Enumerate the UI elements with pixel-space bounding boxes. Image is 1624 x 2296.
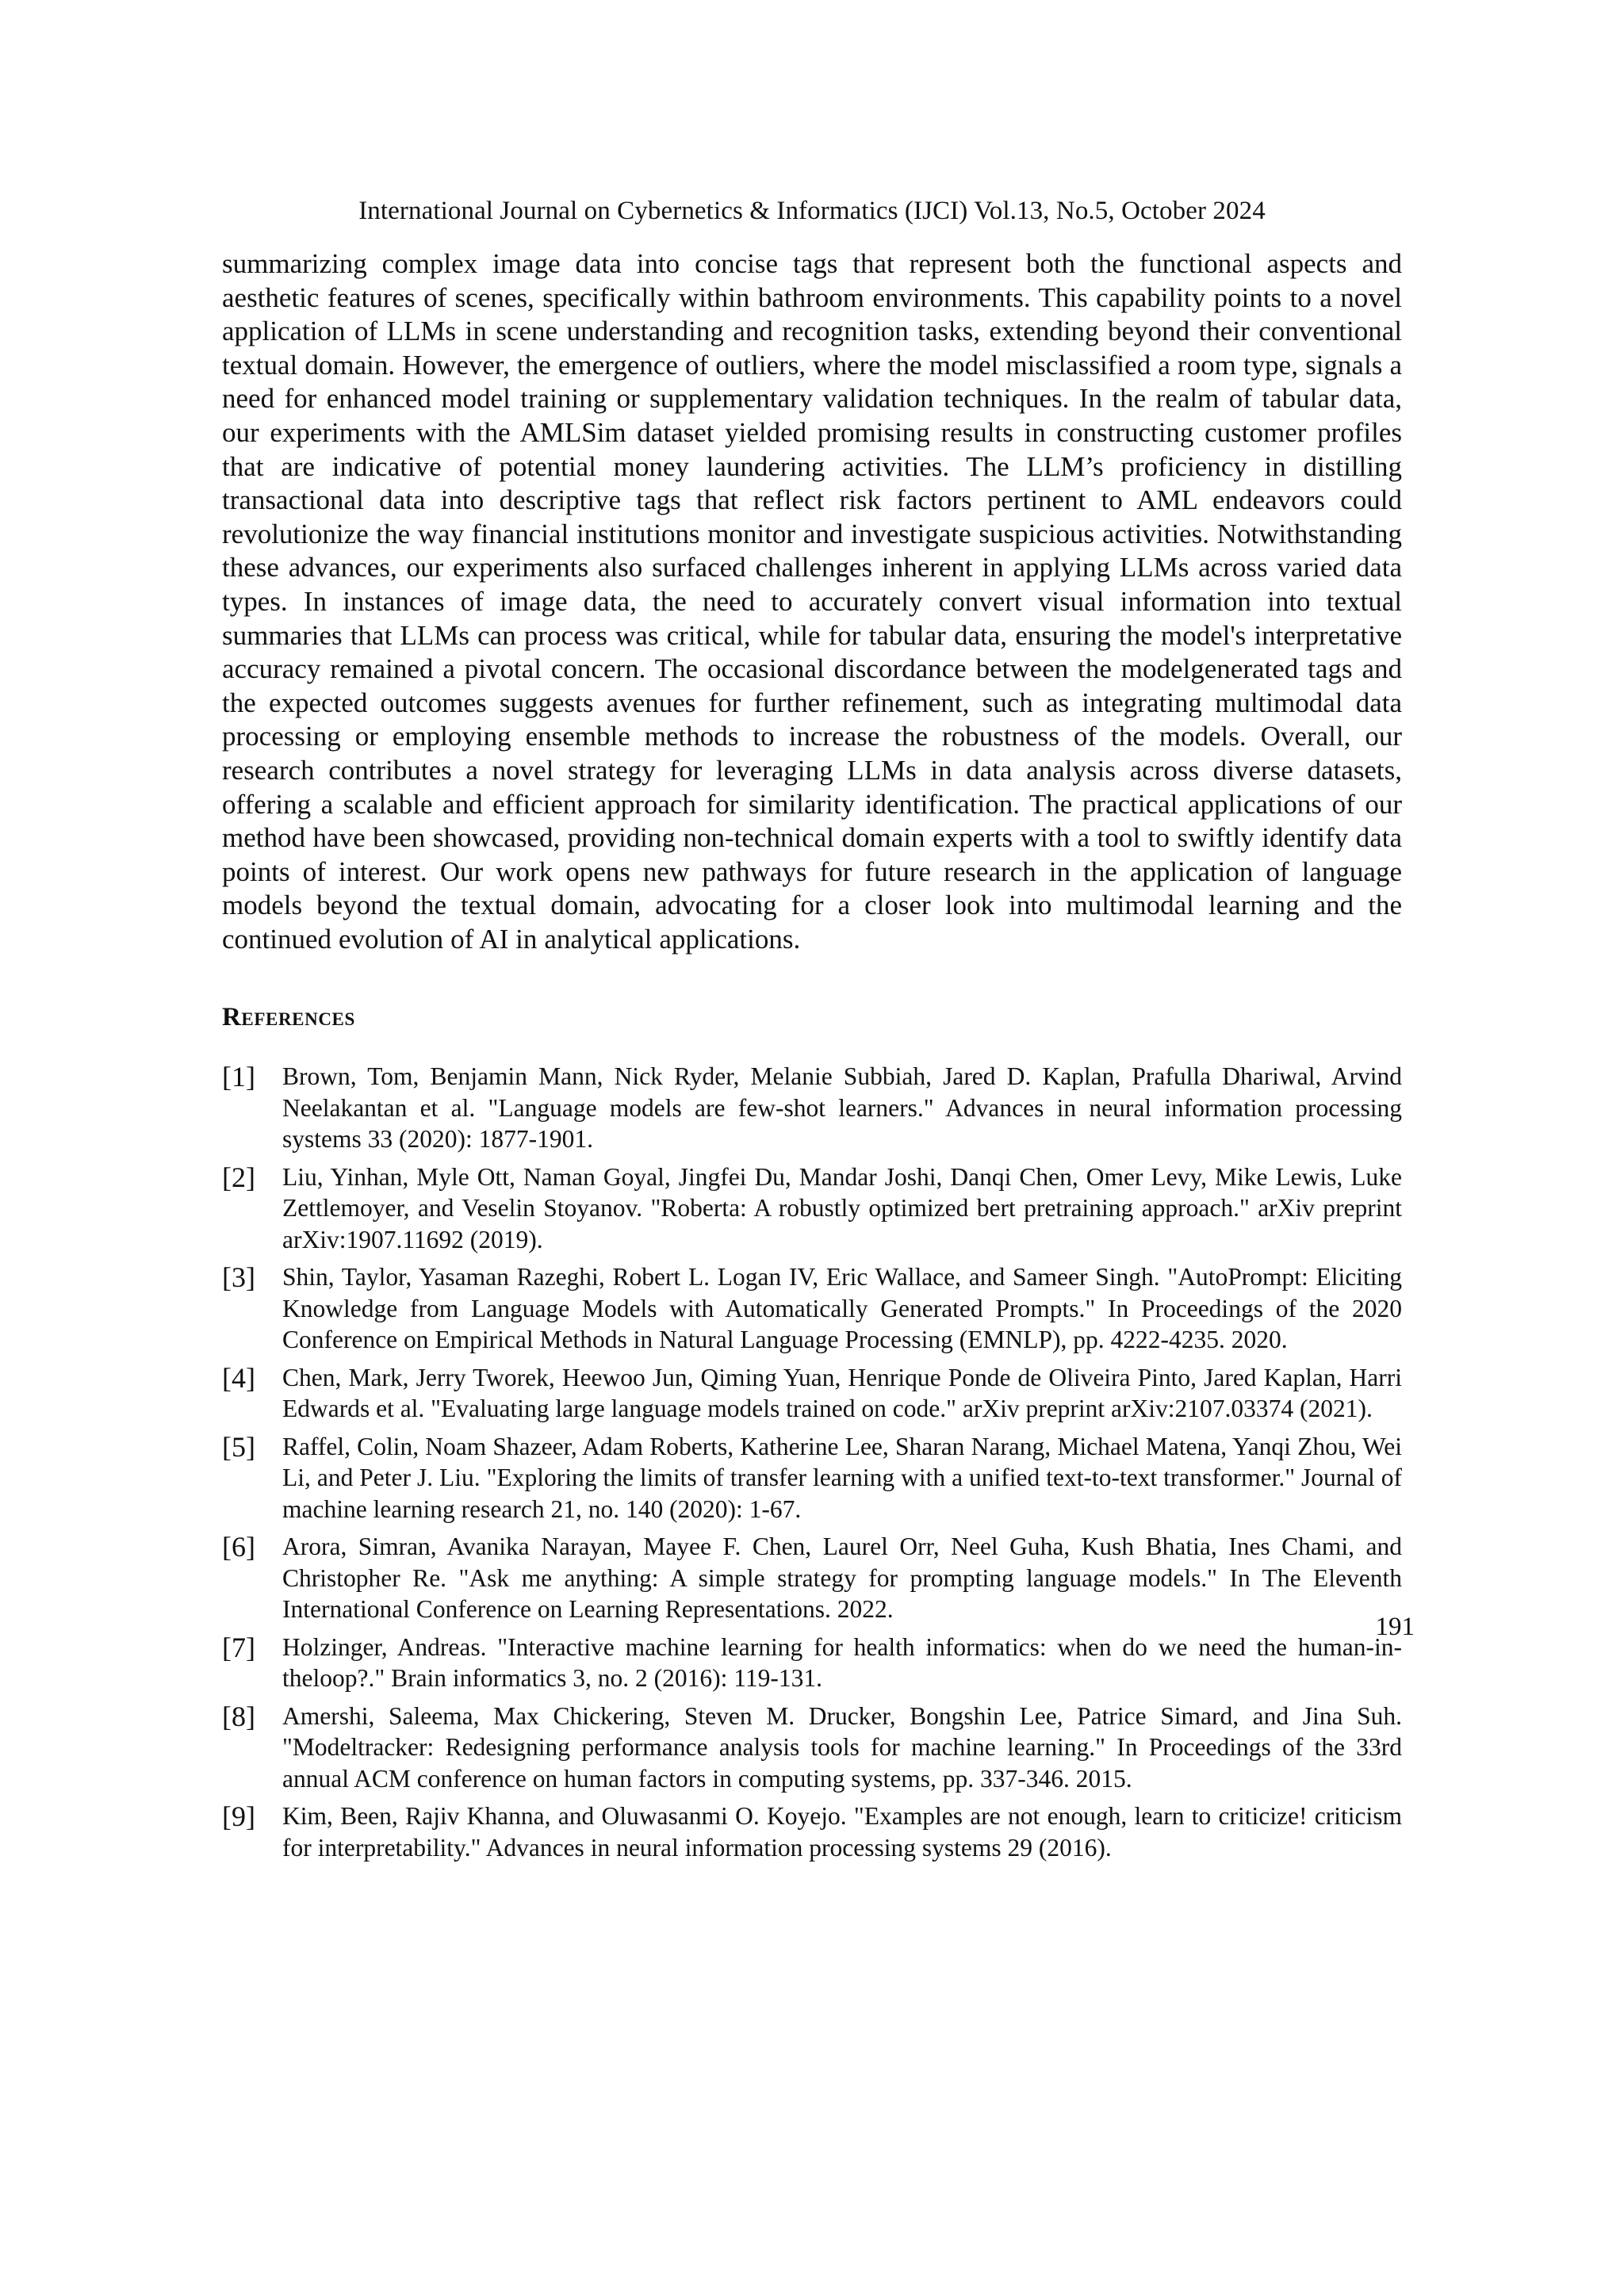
reference-item-1	[222, 1061, 1402, 1155]
references-heading: References	[222, 1003, 355, 1032]
reference-text: Shin, Taylor, Yasaman Razeghi, Robert L. Logan IV, Eric Wallace, and Sameer Singh. "AutoPrompt: Eliciting Knowledge from Language Models with Automatically Generated Prompts." In Proceedings of the 2020 Conference on Empirical Methods in Natural Language Processing (EMNLP), pp. 4222-4235. 2020.	[282, 1263, 1402, 1354]
reference-number: [9]	[222, 1800, 255, 1833]
page-number: 191	[1375, 1613, 1415, 1641]
reference-text: Chen, Mark, Jerry Tworek, Heewoo Jun, Qiming Yuan, Henrique Ponde de Oliveira Pinto, Jared Kaplan, Harri Edwards et al. "Evaluating large language models trained on code." arXiv preprint arXiv:2107.03374 (2021).	[282, 1363, 1402, 1423]
reference-number: [8]	[222, 1700, 255, 1732]
reference-item-6	[222, 1531, 1402, 1625]
reference-item-9	[222, 1800, 1402, 1863]
reference-number: [7]	[222, 1631, 255, 1663]
reference-item-5	[222, 1431, 1402, 1525]
reference-text: Raffel, Colin, Noam Shazeer, Adam Roberts, Katherine Lee, Sharan Narang, Michael Matena, Yanqi Zhou, Wei Li, and Peter J. Liu. "Exploring the limits of transfer learning with a unified text-to-text transformer." Journal of machine learning research 21, no. 140 (2020): 1-67.	[282, 1432, 1402, 1523]
reference-text: Liu, Yinhan, Myle Ott, Naman Goyal, Jingfei Du, Mandar Joshi, Danqi Chen, Omer Levy, Mike Lewis, Luke Zettlemoyer, and Veselin Stoyanov. "Roberta: A robustly optimized bert pretraining approach." arXiv preprint arXiv:1907.11692 (2019).	[282, 1162, 1402, 1253]
page-content	[222, 247, 1402, 1869]
reference-item-2	[222, 1161, 1402, 1256]
reference-text: Holzinger, Andreas. "Interactive machine learning for health informatics: when do we need the human-in-theloop?." Brain informatics 3, no. 2 (2016): 119-131.	[282, 1632, 1402, 1693]
reference-item-7	[222, 1632, 1402, 1694]
reference-item-3	[222, 1261, 1402, 1356]
reference-item-8	[222, 1701, 1402, 1795]
body-paragraph: summarizing complex image data into concise tags that represent both the functional aspects and aesthetic features of scenes, specifically within bathroom environments. This capability points to a novel application of LLMs in scene understanding and recognition tasks, extending beyond their conventional textual domain. However, the emergence of outliers, where the model misclassified a room type, signals a need for enhanced model training or supplementary validation techniques. In the realm of tabular data, our experiments with the AMLSim dataset yielded promising results in constructing customer profiles that are indicative of potential money laundering activities. The LLM’s proficiency in distilling transactional data into descriptive tags that reflect risk factors pertinent to AML endeavors could revolutionize the way financial institutions monitor and investigate suspicious activities. Notwithstanding these advances, our experiments also surfaced challenges inherent in applying LLMs across varied data types. In instances of image data, the need to accurately convert visual information into textual summaries that LLMs can process was critical, while for tabular data, ensuring the model's interpretative accuracy remained a pivotal concern. The occasional discordance between the modelgenerated tags and the expected outcomes suggests avenues for further refinement, such as integrating multimodal data processing or employing ensemble methods to increase the robustness of the models. Overall, our research contributes a novel strategy for leveraging LLMs in data analysis across diverse datasets, offering a scalable and efficient approach for similarity identification. The practical applications of our method have been showcased, providing non-technical domain experts with a tool to swiftly identify data points of interest. Our work opens new pathways for future research in the application of language models beyond the textual domain, advocating for a closer look into multimodal learning and the continued evolution of AI in analytical applications.	[222, 248, 1402, 955]
reference-number: [6]	[222, 1531, 255, 1563]
reference-item-4	[222, 1362, 1402, 1425]
running-header: International Journal on Cybernetics & Informatics (IJCI) Vol.13, No.5, October 2024	[358, 197, 1266, 225]
reference-number: [3]	[222, 1261, 255, 1294]
reference-text: Arora, Simran, Avanika Narayan, Mayee F. Chen, Laurel Orr, Neel Guha, Kush Bhatia, Ines Chami, and Christopher Re. "Ask me anything: A simple strategy for prompting language models." In The Eleventh International Conference on Learning Representations. 2022.	[282, 1533, 1402, 1624]
reference-number: [5]	[222, 1430, 255, 1463]
reference-text: Amershi, Saleema, Max Chickering, Steven M. Drucker, Bongshin Lee, Patrice Simard, and Jina Suh. "Modeltracker: Redesigning performance analysis tools for machine learning." In Proceedings of the 33rd annual ACM conference on human factors in computing systems, pp. 337-346. 2015.	[282, 1701, 1402, 1793]
reference-number: [2]	[222, 1161, 255, 1193]
reference-list	[222, 1061, 1402, 1863]
reference-number: [4]	[222, 1361, 255, 1394]
reference-text: Kim, Been, Rajiv Khanna, and Oluwasanmi O. Koyejo. "Examples are not enough, learn to criticize! criticism for interpretability." Advances in neural information processing systems 29 (2016).	[282, 1802, 1402, 1862]
reference-number: [1]	[222, 1061, 255, 1093]
reference-text: Brown, Tom, Benjamin Mann, Nick Ryder, Melanie Subbiah, Jared D. Kaplan, Prafulla Dhariwal, Arvind Neelakantan et al. "Language models are few-shot learners." Advances in neural information processing systems 33 (2020): 1877-1901.	[282, 1062, 1402, 1154]
